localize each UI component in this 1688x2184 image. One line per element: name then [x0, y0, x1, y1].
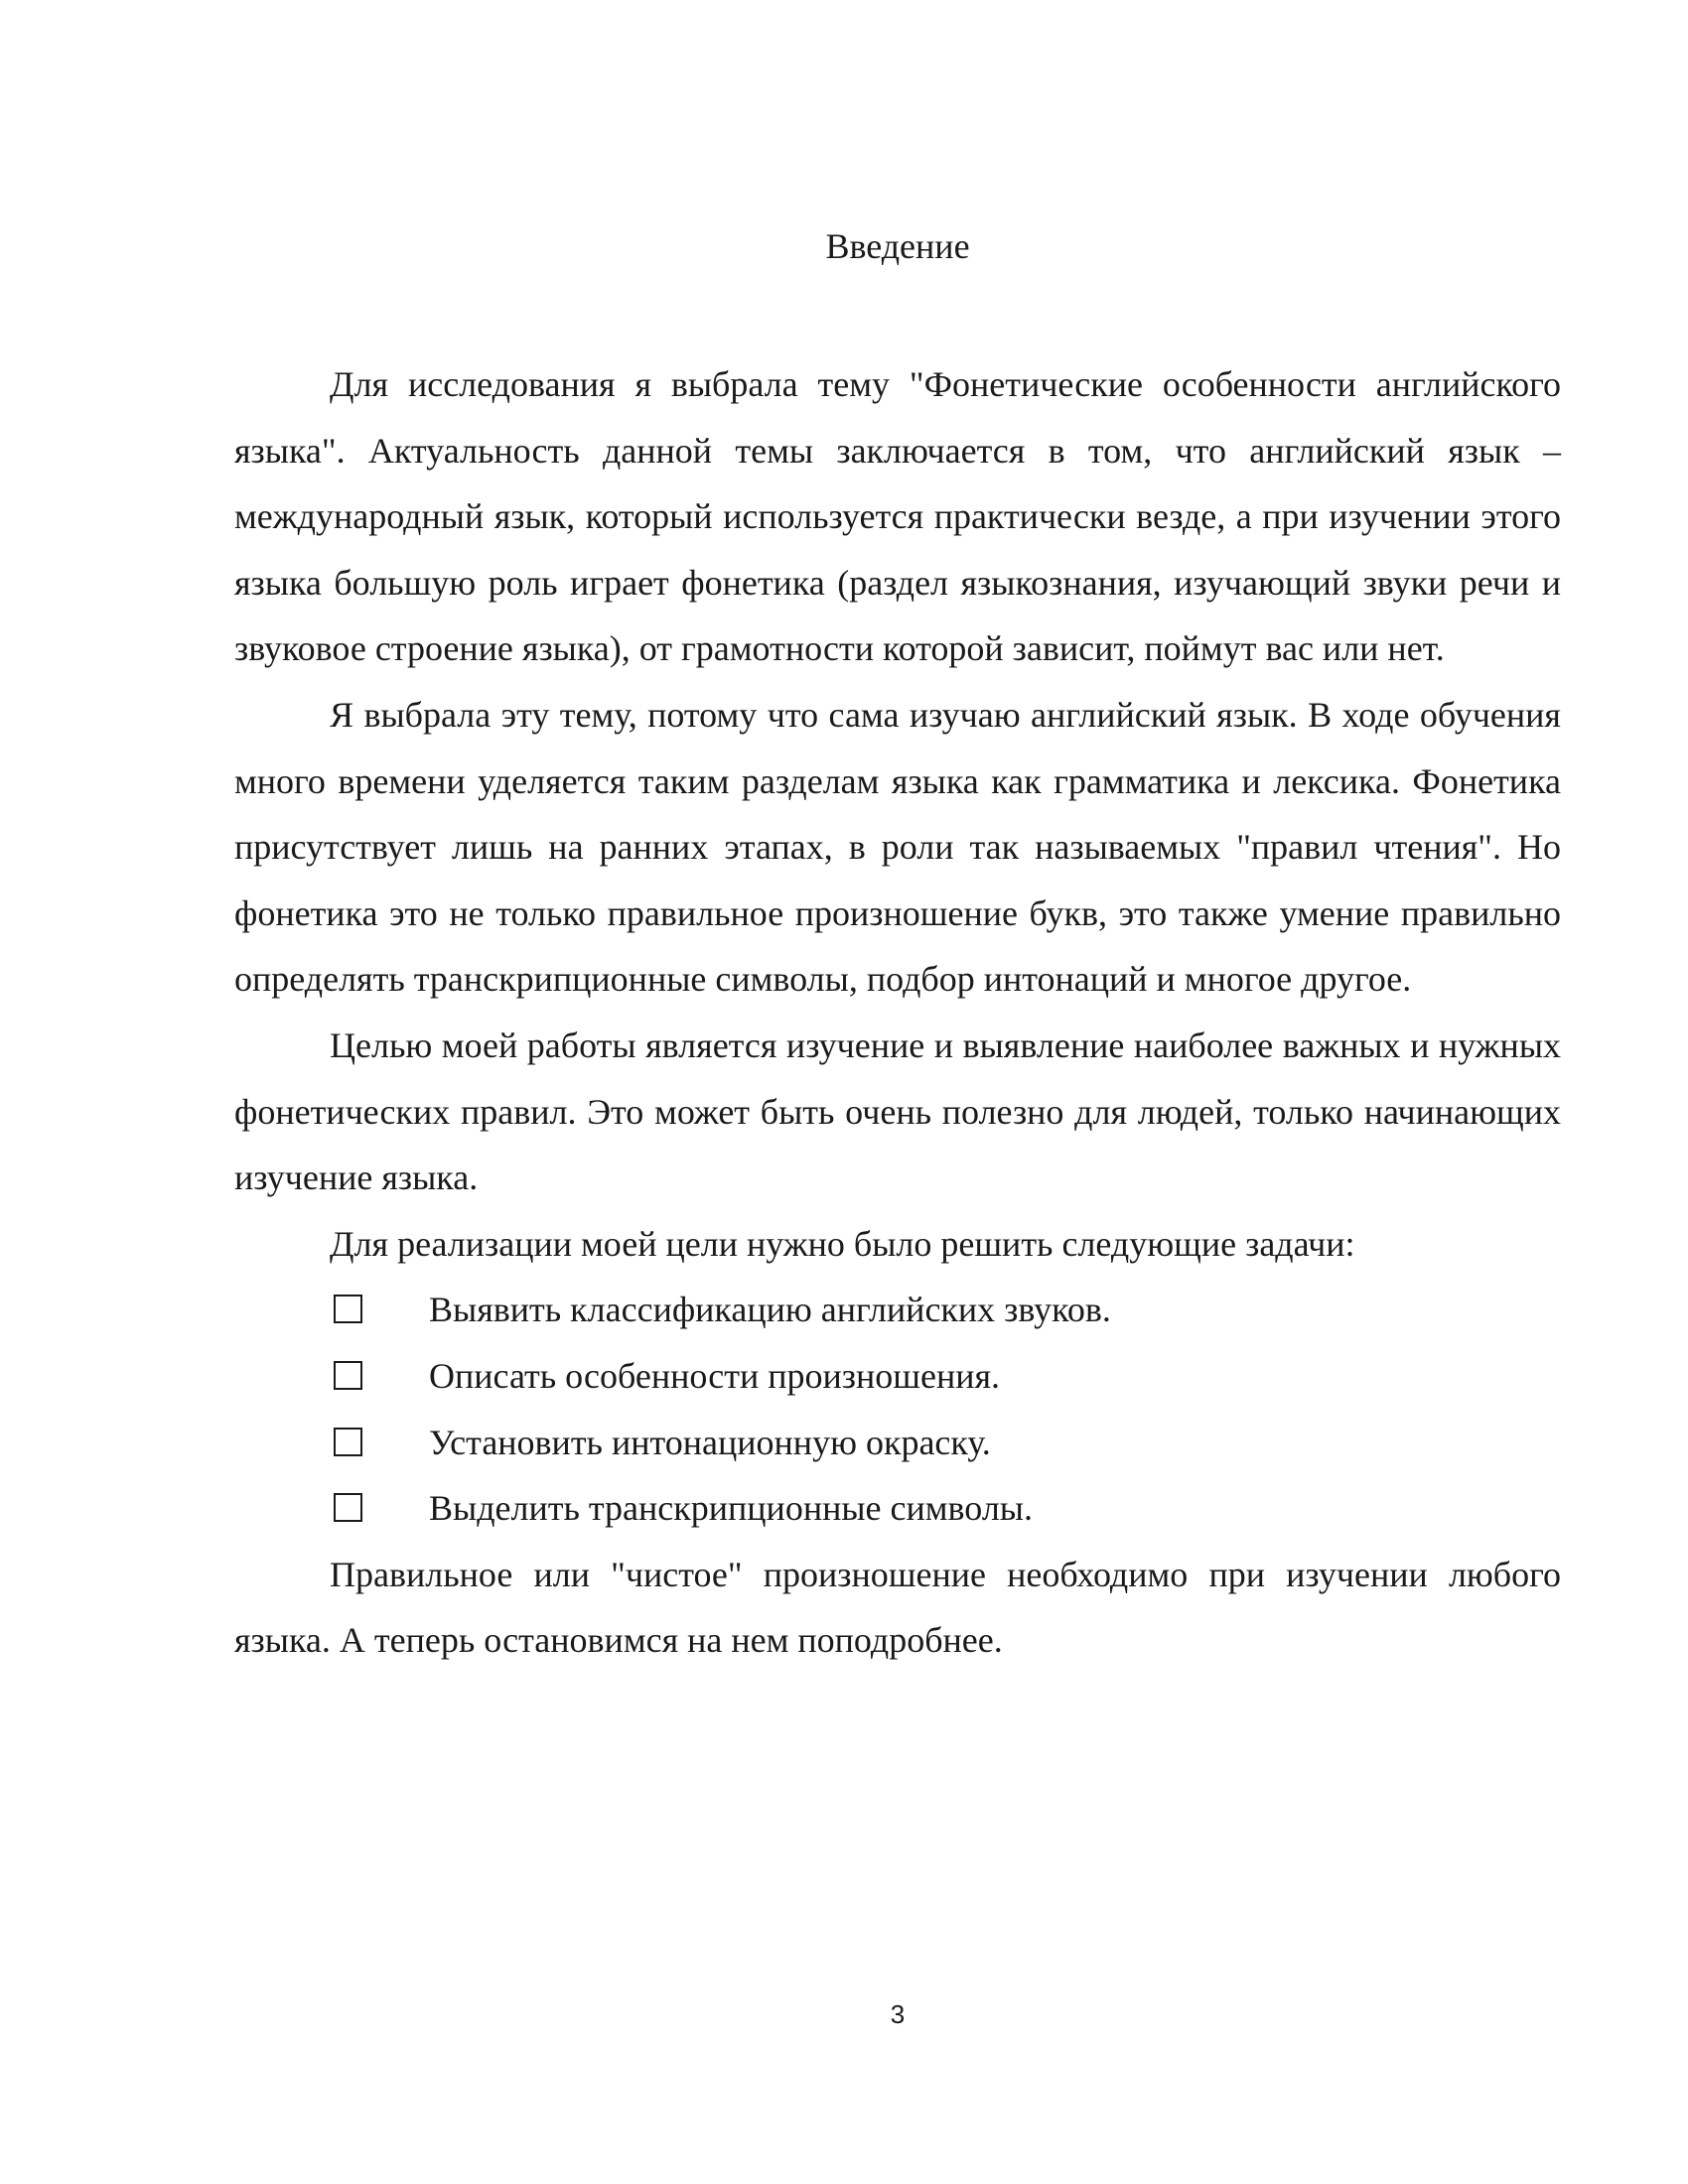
page-number: 3 [890, 1999, 906, 2029]
paragraph-goal: Целью моей работы является изучение и выявление наиболее важных и нужных фонетических правил. Это может быть очень полезно для людей, только начинающих изучение языка. [234, 1024, 1561, 1198]
checkbox-bullet-icon [334, 1428, 362, 1456]
page-title: Введение [825, 226, 970, 266]
checkbox-bullet-icon [334, 1493, 362, 1522]
task-text: Описать особенности произношения. [429, 1355, 1001, 1396]
task-text: Выделить транскрипционные символы. [429, 1488, 1033, 1529]
task-text: Выявить классификацию английских звуков. [429, 1290, 1111, 1330]
checkbox-bullet-icon [334, 1361, 362, 1390]
paragraph-closing: Правильное или "чистое" произношение необходимо при изучении любого языка. А теперь остановимся на нем поподробнее. [234, 1554, 1561, 1661]
list-item [234, 1410, 1561, 1476]
list-item [234, 1343, 1561, 1410]
list-item [234, 1475, 1561, 1542]
task-text: Установить интонационную окраску. [429, 1422, 991, 1462]
paragraph-motivation: Я выбрала эту тему, потому что сама изучаю английский язык. В ходе обучения много времени уделяется таким разделам языка как грамматика и лексика. Фонетика присутствует лишь на ранних этапах, в роли так называемых "правил чтения". Но фонетика это не только правильное произношение букв, это также умение правильно определять транскрипционные символы, подбор интонаций и многое другое. [234, 694, 1561, 1000]
paragraph-topic: Для исследования я выбрала тему "Фонетические особенности английского языка". Актуальность данной темы заключается в том, что английский язык – международный язык, который используется практически везде, а при изучении этого языка большую роль играет фонетика (раздел языкознания, изучающий звуки речи и звуковое строение языка), от грамотности которой зависит, поймут вас или нет. [234, 364, 1561, 669]
checkbox-bullet-icon [334, 1295, 362, 1323]
document-body [234, 351, 1561, 1674]
tasks-intro: Для реализации моей цели нужно было решить следующие задачи: [330, 1223, 1355, 1264]
list-item [234, 1277, 1561, 1343]
task-list [234, 1277, 1561, 1541]
